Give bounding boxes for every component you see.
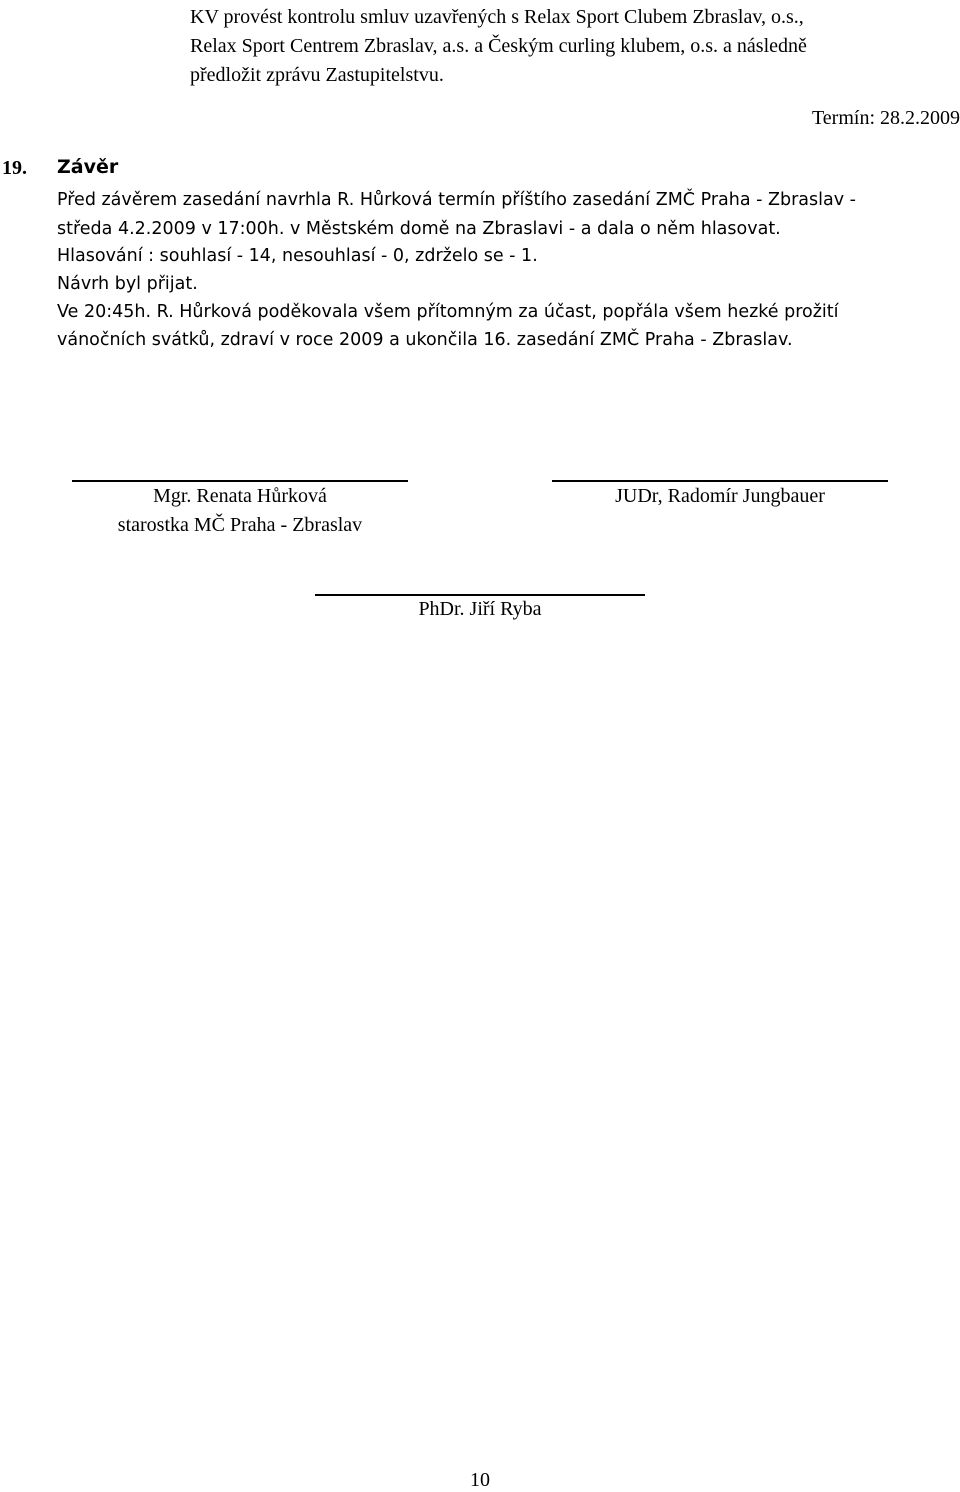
section-line-5: Ve 20:45h. R. Hůrková poděkovala všem přítomným za účast, popřála všem hezké prožití — [57, 302, 839, 322]
section-line-2: středa 4.2.2009 v 17:00h. v Městském domě na Zbraslavi - a dala o něm hlasovat. — [57, 219, 781, 239]
left-signatory-role: starostka MČ Praha - Zbraslav — [117, 514, 363, 536]
right-signatory-name: JUDr, Radomír Jungbauer — [615, 485, 825, 507]
deadline-text: Termín: 28.2.2009 — [811, 107, 960, 129]
right-signature-line — [552, 480, 888, 482]
section-title: Závěr — [57, 156, 119, 178]
top-paragraph-line-3: předložit zprávu Zastupitelstvu. — [190, 64, 444, 86]
top-paragraph-line-2: Relax Sport Centrem Zbraslav, a.s. a Českým curling klubem, o.s. a následně — [190, 35, 807, 57]
section-line-1: Před závěrem zasedání navrhla R. Hůrková termín příštího zasedání ZMČ Praha - Zbraslav - — [57, 190, 856, 210]
section-line-6: vánočních svátků, zdraví v roce 2009 a ukončila 16. zasedání ZMČ Praha - Zbraslav. — [57, 330, 793, 350]
page-number: 10 — [470, 1469, 490, 1491]
bottom-signatory-name: PhDr. Jiří Ryba — [418, 598, 542, 620]
left-signatory-name: Mgr. Renata Hůrková — [153, 485, 327, 507]
left-signature-line — [72, 480, 408, 482]
bottom-signature-line — [315, 594, 645, 596]
section-line-4: Návrh byl přijat. — [57, 274, 198, 294]
section-number: 19. — [2, 157, 27, 179]
section-line-3: Hlasování : souhlasí - 14, nesouhlasí - 0, zdrželo se - 1. — [57, 246, 538, 266]
top-paragraph-line-1: KV provést kontrolu smluv uzavřených s Relax Sport Clubem Zbraslav, o.s., — [190, 6, 804, 28]
